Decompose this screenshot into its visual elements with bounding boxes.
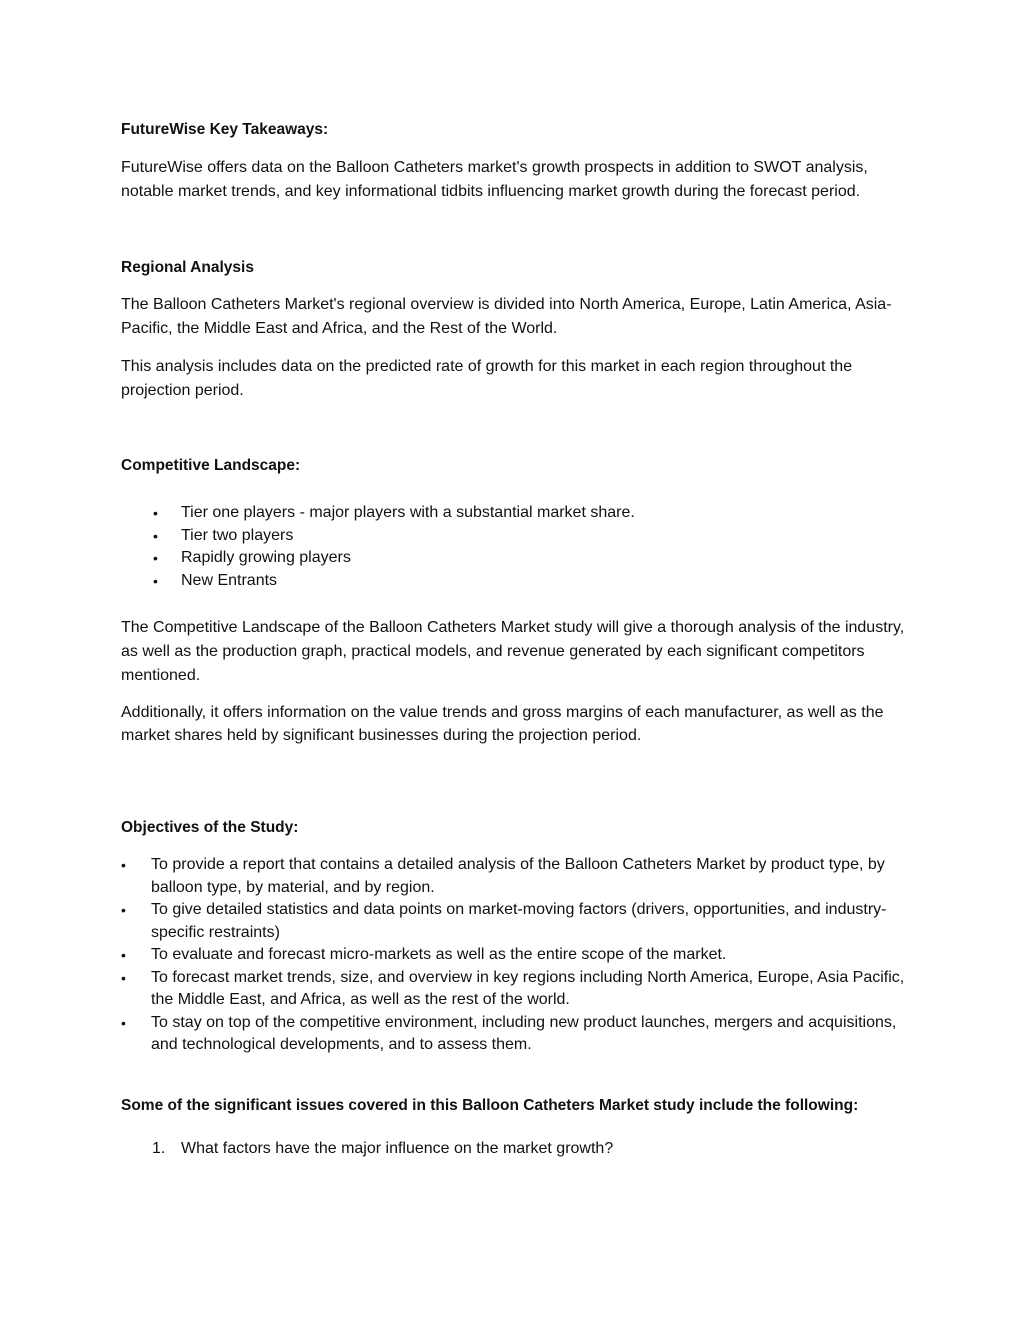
- objectives-heading: Objectives of the Study:: [121, 819, 299, 836]
- list-item-text: To stay on top of the competitive environment, including new product launches, mergers and acquisitions, and technological developments, and to assess them.: [151, 1013, 897, 1053]
- list-item: [121, 1138, 911, 1161]
- list-number: 1.: [152, 1139, 166, 1157]
- list-item-text: New Entrants: [181, 571, 278, 589]
- document-content: [121, 118, 911, 1160]
- objectives-list: [121, 854, 911, 1057]
- bullet-icon: •: [121, 1014, 126, 1031]
- bullet-icon: •: [121, 947, 126, 963]
- competitive-paragraph-2: Additionally, it offers information on the value trends and gross margins of each manufacturer, as well as the market shares held by significant businesses during the projection period.: [121, 704, 884, 744]
- regional-heading: Regional Analysis: [121, 259, 254, 276]
- competitive-tier-list: [121, 502, 911, 592]
- list-item-text: Rapidly growing players: [181, 549, 351, 566]
- list-item-text: Tier two players: [181, 526, 294, 544]
- bullet-icon: •: [121, 857, 126, 873]
- regional-paragraph-2: This analysis includes data on the predicted rate of growth for this market in each region throughout the projection period.: [121, 358, 853, 399]
- list-item: [121, 570, 911, 593]
- list-item: [121, 944, 911, 967]
- list-item: [121, 547, 911, 570]
- list-item: [121, 967, 911, 1012]
- takeaways-heading: FutureWise Key Takeaways:: [121, 121, 329, 138]
- list-item-text: To forecast market trends, size, and overview in key regions including North America, Europe, Asia Pacific, the Middle East, and Africa, as well as the rest of the world.: [151, 968, 905, 1008]
- list-item: [121, 899, 911, 944]
- list-item-text: To provide a report that contains a detailed analysis of the Balloon Catheters Market by product type, by balloon type, by material, and by region.: [151, 856, 885, 896]
- issues-heading: Some of the significant issues covered in this Balloon Catheters Market study include the following:: [121, 1096, 859, 1114]
- list-item: [121, 854, 911, 899]
- list-item-text: Tier one players - major players with a substantial market share.: [181, 504, 635, 521]
- list-item-text: To evaluate and forecast micro-markets as well as the entire scope of the market.: [151, 946, 727, 963]
- regional-paragraph-1: The Balloon Catheters Market's regional overview is divided into North America, Europe, Latin America, Asia-Pacific, the Middle East and Africa, and the Rest of the World.: [121, 296, 892, 337]
- takeaways-paragraph: FutureWise offers data on the Balloon Catheters market's growth prospects in addition to SWOT analysis, notable market trends, and key informational tidbits influencing market growth during the forecast period.: [121, 159, 868, 200]
- competitive-heading: Competitive Landscape:: [121, 457, 301, 474]
- list-item: [121, 502, 911, 525]
- bullet-icon: •: [153, 527, 158, 544]
- list-item: [121, 525, 911, 548]
- bullet-icon: •: [121, 902, 126, 918]
- bullet-icon: •: [153, 505, 158, 521]
- list-item: [121, 1012, 911, 1057]
- competitive-paragraph-1: The Competitive Landscape of the Balloon Catheters Market study will give a thorough analysis of the industry, as well as the production graph, practical models, and revenue generated by each significant competitors mentioned.: [121, 619, 905, 684]
- bullet-icon: •: [153, 572, 158, 589]
- issues-list: [121, 1138, 911, 1161]
- list-item-text: What factors have the major influence on the market growth?: [181, 1139, 614, 1157]
- bullet-icon: •: [153, 550, 158, 566]
- bullet-icon: •: [121, 969, 126, 986]
- list-item-text: To give detailed statistics and data points on market-moving factors (drivers, opportunities, and industry-specific restraints): [151, 901, 887, 941]
